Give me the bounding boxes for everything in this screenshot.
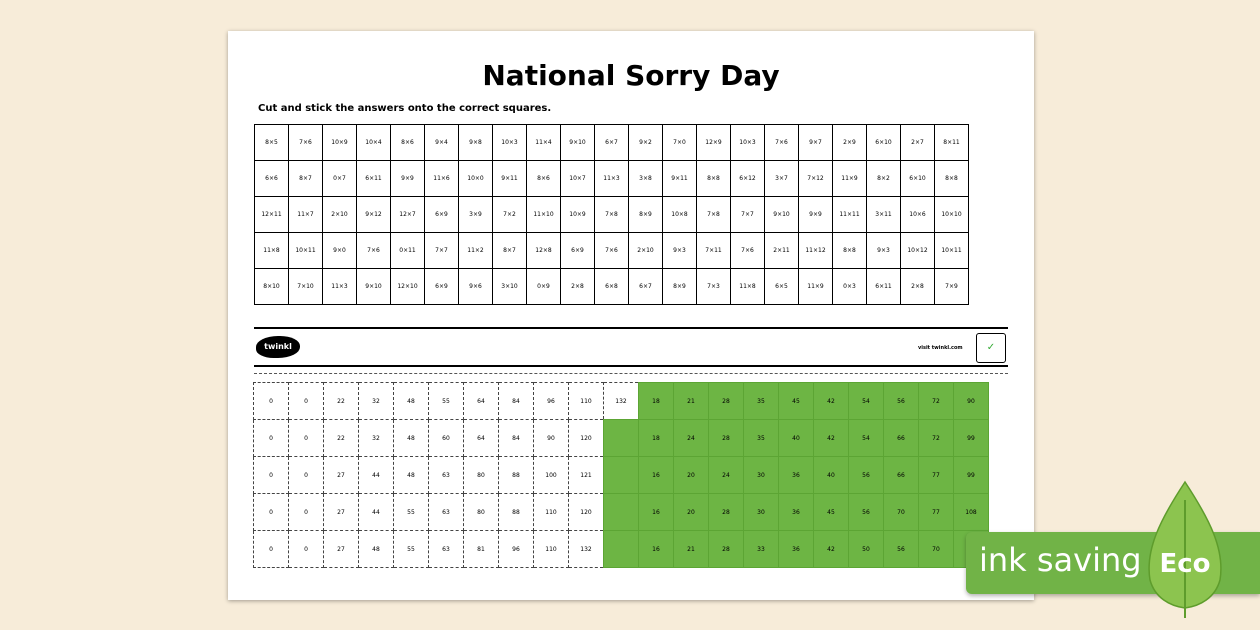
question-cell: 11×9 (799, 269, 833, 305)
footer-divider (254, 327, 1008, 329)
answer-cell[interactable]: 44 (359, 494, 394, 531)
question-cell: 3×7 (765, 161, 799, 197)
answer-cell[interactable]: 66 (884, 420, 919, 457)
answer-grid (253, 382, 989, 568)
question-cell: 8×8 (935, 161, 969, 197)
answer-cell[interactable]: 0 (254, 383, 289, 420)
question-cell: 9×3 (663, 233, 697, 269)
answer-cell[interactable]: 30 (744, 457, 779, 494)
answer-cell[interactable]: 22 (324, 420, 359, 457)
answer-cell[interactable]: 63 (429, 531, 464, 568)
question-cell: 3×8 (629, 161, 663, 197)
question-cell: 10×9 (323, 125, 357, 161)
answer-cell[interactable]: 54 (849, 420, 884, 457)
answer-cell[interactable]: 55 (394, 494, 429, 531)
question-row (255, 233, 969, 269)
question-cell: 10×0 (459, 161, 493, 197)
answer-cell[interactable]: 32 (359, 383, 394, 420)
question-cell: 2×8 (901, 269, 935, 305)
answer-cell[interactable]: 35 (744, 420, 779, 457)
question-cell: 10×7 (561, 161, 595, 197)
question-cell: 6×6 (255, 161, 289, 197)
answer-cell[interactable]: 56 (884, 531, 919, 568)
question-cell: 7×7 (731, 197, 765, 233)
question-cell: 9×12 (357, 197, 391, 233)
answer-cell[interactable]: 77 (919, 457, 954, 494)
question-cell: 3×11 (867, 197, 901, 233)
answer-cell[interactable]: 0 (289, 531, 324, 568)
answer-cell[interactable]: 99 (954, 457, 989, 494)
answer-row (254, 457, 989, 494)
answer-cell[interactable]: 0 (254, 420, 289, 457)
question-cell: 11×10 (527, 197, 561, 233)
answer-cell[interactable]: 36 (779, 494, 814, 531)
answer-cell[interactable]: 36 (779, 531, 814, 568)
answer-cell[interactable]: 42 (814, 420, 849, 457)
answer-cell[interactable]: 48 (359, 531, 394, 568)
question-cell: 7×6 (357, 233, 391, 269)
question-cell: 11×4 (527, 125, 561, 161)
question-cell: 6×9 (425, 269, 459, 305)
answer-cell[interactable]: 30 (744, 494, 779, 531)
question-cell: 3×9 (459, 197, 493, 233)
question-cell: 6×11 (357, 161, 391, 197)
answer-cell[interactable]: 63 (429, 457, 464, 494)
question-cell: 10×11 (289, 233, 323, 269)
answer-cell[interactable]: 88 (499, 494, 534, 531)
answer-cell[interactable]: 88 (499, 457, 534, 494)
question-cell: 7×9 (935, 269, 969, 305)
answer-cell[interactable]: 64 (464, 420, 499, 457)
question-cell: 0×11 (391, 233, 425, 269)
answer-cell[interactable] (604, 457, 639, 494)
question-cell: 8×11 (935, 125, 969, 161)
question-cell: 11×3 (323, 269, 357, 305)
answer-cell[interactable]: 96 (534, 383, 569, 420)
answer-cell[interactable]: 0 (289, 420, 324, 457)
question-row (255, 197, 969, 233)
question-cell: 10×3 (731, 125, 765, 161)
answer-cell[interactable]: 28 (709, 420, 744, 457)
answer-cell[interactable]: 32 (359, 420, 394, 457)
answer-cell[interactable]: 84 (499, 420, 534, 457)
answer-cell[interactable]: 54 (849, 383, 884, 420)
answer-cell[interactable]: 36 (779, 457, 814, 494)
answer-cell[interactable]: 80 (464, 457, 499, 494)
eco-stamp-icon: ✓ (976, 333, 1006, 363)
answer-cell[interactable]: 50 (849, 531, 884, 568)
answer-cell[interactable]: 56 (884, 383, 919, 420)
question-cell: 10×11 (935, 233, 969, 269)
answer-row (254, 531, 989, 568)
question-cell: 10×4 (357, 125, 391, 161)
question-cell: 8×10 (255, 269, 289, 305)
answer-cell[interactable]: 45 (814, 494, 849, 531)
question-cell: 0×9 (527, 269, 561, 305)
question-cell: 7×6 (289, 125, 323, 161)
answer-cell[interactable]: 21 (674, 383, 709, 420)
site-url: visit twinkl.com (918, 345, 963, 351)
question-cell: 8×9 (663, 269, 697, 305)
question-cell: 7×6 (731, 233, 765, 269)
answer-cell[interactable]: 110 (534, 531, 569, 568)
answer-cell[interactable]: 64 (464, 383, 499, 420)
answer-cell[interactable]: 28 (709, 494, 744, 531)
question-cell: 7×12 (799, 161, 833, 197)
question-cell: 12×7 (391, 197, 425, 233)
answer-cell[interactable]: 0 (254, 531, 289, 568)
question-cell: 9×10 (357, 269, 391, 305)
answer-cell[interactable]: 0 (289, 383, 324, 420)
answer-cell[interactable]: 120 (569, 420, 604, 457)
question-cell: 7×7 (425, 233, 459, 269)
question-cell: 11×7 (289, 197, 323, 233)
question-cell: 11×8 (255, 233, 289, 269)
answer-cell[interactable]: 132 (569, 531, 604, 568)
question-cell: 6×5 (765, 269, 799, 305)
question-cell: 7×3 (697, 269, 731, 305)
question-cell: 9×11 (663, 161, 697, 197)
answer-cell[interactable]: 42 (814, 383, 849, 420)
eco-banner-label (979, 541, 1142, 579)
question-cell: 11×6 (425, 161, 459, 197)
question-cell: 8×2 (867, 161, 901, 197)
answer-cell[interactable]: 33 (744, 531, 779, 568)
question-cell: 9×10 (765, 197, 799, 233)
question-cell: 8×6 (527, 161, 561, 197)
answer-row (254, 420, 989, 457)
ink-saving-text: ink saving (979, 541, 1142, 579)
worksheet-page (228, 31, 1034, 600)
question-cell: 9×3 (867, 233, 901, 269)
answer-cell[interactable]: 28 (709, 383, 744, 420)
question-cell: 11×12 (799, 233, 833, 269)
question-cell: 11×2 (459, 233, 493, 269)
twinkl-logo: twinkl (256, 336, 300, 358)
answer-cell[interactable]: 70 (884, 494, 919, 531)
answer-cell[interactable]: 77 (919, 494, 954, 531)
answer-cell[interactable]: 72 (919, 383, 954, 420)
answer-cell[interactable]: 72 (919, 420, 954, 457)
answer-cell[interactable]: 100 (534, 457, 569, 494)
question-cell: 12×9 (697, 125, 731, 161)
question-cell: 8×9 (629, 197, 663, 233)
answer-cell[interactable]: 63 (429, 494, 464, 531)
answer-cell[interactable]: 110 (569, 383, 604, 420)
question-cell: 7×8 (697, 197, 731, 233)
question-cell: 10×12 (901, 233, 935, 269)
answer-cell[interactable]: 48 (394, 457, 429, 494)
question-cell: 0×3 (833, 269, 867, 305)
answer-cell[interactable]: 27 (324, 531, 359, 568)
question-cell: 6×9 (425, 197, 459, 233)
question-cell: 6×7 (595, 125, 629, 161)
question-cell: 11×8 (731, 269, 765, 305)
question-cell: 6×7 (629, 269, 663, 305)
page-title: National Sorry Day (482, 59, 780, 92)
question-cell: 8×8 (833, 233, 867, 269)
question-cell: 11×9 (833, 161, 867, 197)
answer-cell[interactable]: 48 (394, 420, 429, 457)
question-cell: 2×10 (629, 233, 663, 269)
question-cell: 11×3 (595, 161, 629, 197)
question-cell: 10×8 (663, 197, 697, 233)
question-cell: 0×7 (323, 161, 357, 197)
answer-cell[interactable]: 20 (674, 494, 709, 531)
question-cell: 9×9 (391, 161, 425, 197)
answer-cell[interactable]: 18 (639, 420, 674, 457)
question-cell: 12×8 (527, 233, 561, 269)
question-cell: 9×7 (799, 125, 833, 161)
question-cell: 2×7 (901, 125, 935, 161)
answer-cell[interactable]: 55 (429, 383, 464, 420)
answer-row (254, 383, 989, 420)
question-cell: 6×8 (595, 269, 629, 305)
question-cell: 7×2 (493, 197, 527, 233)
answer-cell[interactable]: 110 (534, 494, 569, 531)
question-cell: 9×8 (459, 125, 493, 161)
answer-row (254, 494, 989, 531)
answer-cell[interactable]: 16 (639, 494, 674, 531)
answer-cell[interactable]: 66 (884, 457, 919, 494)
question-cell: 10×6 (901, 197, 935, 233)
answer-cell[interactable]: 24 (709, 457, 744, 494)
answer-cell[interactable]: 0 (289, 494, 324, 531)
answer-cell[interactable]: 90 (954, 383, 989, 420)
question-cell: 10×10 (935, 197, 969, 233)
question-cell: 8×7 (493, 233, 527, 269)
question-cell: 7×11 (697, 233, 731, 269)
answer-cell[interactable]: 70 (919, 531, 954, 568)
answer-cell[interactable]: 120 (569, 494, 604, 531)
answer-cell[interactable]: 45 (779, 383, 814, 420)
question-row (255, 125, 969, 161)
answer-cell[interactable]: 27 (324, 494, 359, 531)
answer-cell[interactable]: 56 (849, 457, 884, 494)
answer-cell[interactable]: 27 (324, 457, 359, 494)
answer-cell[interactable]: 60 (429, 420, 464, 457)
question-cell: 6×10 (867, 125, 901, 161)
answer-cell[interactable]: 24 (674, 420, 709, 457)
question-cell: 9×6 (459, 269, 493, 305)
question-cell: 6×9 (561, 233, 595, 269)
question-cell: 9×4 (425, 125, 459, 161)
question-cell: 10×9 (561, 197, 595, 233)
question-cell: 9×10 (561, 125, 595, 161)
question-cell: 11×11 (833, 197, 867, 233)
answer-cell[interactable]: 22 (324, 383, 359, 420)
answer-cell[interactable] (604, 420, 639, 457)
answer-cell[interactable]: 16 (639, 457, 674, 494)
answer-cell[interactable] (604, 494, 639, 531)
answer-cell[interactable]: 108 (954, 494, 989, 531)
answer-cell[interactable]: 44 (359, 457, 394, 494)
question-cell: 2×11 (765, 233, 799, 269)
answer-cell[interactable]: 90 (534, 420, 569, 457)
question-cell: 7×0 (663, 125, 697, 161)
question-cell: 7×6 (765, 125, 799, 161)
question-cell: 3×10 (493, 269, 527, 305)
question-cell: 12×10 (391, 269, 425, 305)
answer-cell[interactable]: 40 (779, 420, 814, 457)
answer-cell[interactable]: 21 (674, 531, 709, 568)
answer-cell[interactable]: 84 (499, 383, 534, 420)
eco-tag-text: Eco (1159, 549, 1211, 579)
answer-cell[interactable]: 80 (464, 494, 499, 531)
answer-cell[interactable]: 0 (254, 457, 289, 494)
question-row (255, 269, 969, 305)
answer-cell[interactable]: 35 (744, 383, 779, 420)
question-cell: 6×10 (901, 161, 935, 197)
instructions: Cut and stick the answers onto the correct squares. (258, 103, 552, 114)
question-cell: 9×9 (799, 197, 833, 233)
question-cell: 8×8 (697, 161, 731, 197)
question-cell: 12×11 (255, 197, 289, 233)
answer-cell[interactable]: 55 (394, 531, 429, 568)
footer-divider-bottom (254, 365, 1008, 367)
question-cell: 9×0 (323, 233, 357, 269)
question-cell: 6×12 (731, 161, 765, 197)
question-cell: 7×10 (289, 269, 323, 305)
question-cell: 8×5 (255, 125, 289, 161)
question-cell: 7×6 (595, 233, 629, 269)
answer-cell[interactable]: 132 (604, 383, 639, 420)
answer-cell[interactable]: 56 (849, 494, 884, 531)
answer-cell[interactable]: 121 (569, 457, 604, 494)
answer-cell[interactable]: 0 (289, 457, 324, 494)
cut-line (254, 373, 1008, 374)
question-grid (254, 124, 969, 305)
question-cell: 2×10 (323, 197, 357, 233)
leaf-icon (1140, 480, 1230, 620)
answer-cell[interactable]: 20 (674, 457, 709, 494)
question-cell: 10×3 (493, 125, 527, 161)
answer-cell[interactable]: 28 (709, 531, 744, 568)
answer-cell[interactable]: 16 (639, 531, 674, 568)
question-cell: 8×7 (289, 161, 323, 197)
answer-cell[interactable]: 18 (639, 383, 674, 420)
question-cell: 8×6 (391, 125, 425, 161)
question-row (255, 161, 969, 197)
answer-cell[interactable]: 96 (499, 531, 534, 568)
answer-cell[interactable] (604, 531, 639, 568)
question-cell: 2×9 (833, 125, 867, 161)
answer-cell[interactable]: 40 (814, 457, 849, 494)
answer-cell[interactable]: 48 (394, 383, 429, 420)
answer-cell[interactable]: 42 (814, 531, 849, 568)
question-cell: 7×8 (595, 197, 629, 233)
answer-cell[interactable]: 81 (464, 531, 499, 568)
question-cell: 6×11 (867, 269, 901, 305)
question-cell: 2×8 (561, 269, 595, 305)
answer-cell[interactable]: 0 (254, 494, 289, 531)
answer-cell[interactable]: 99 (954, 420, 989, 457)
question-cell: 9×2 (629, 125, 663, 161)
question-cell: 9×11 (493, 161, 527, 197)
